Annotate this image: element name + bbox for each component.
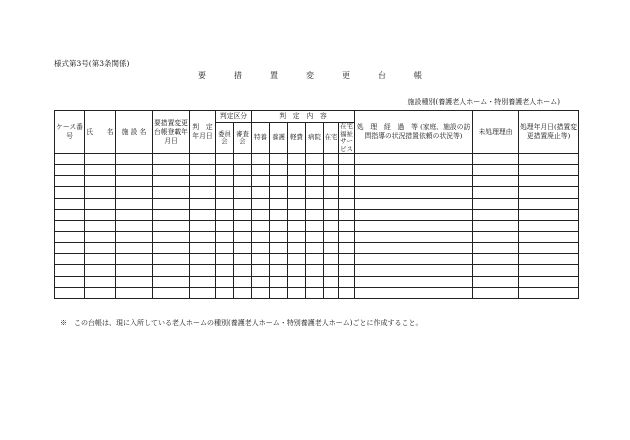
header-name: 氏 名 — [85, 111, 116, 154]
table-cell — [324, 209, 339, 220]
table-cell — [153, 265, 190, 276]
table-cell — [234, 198, 252, 209]
table-cell — [270, 276, 288, 287]
table-cell — [270, 187, 288, 198]
table-cell — [288, 243, 306, 254]
table-cell — [519, 198, 579, 209]
table-row — [55, 154, 579, 165]
table-cell — [216, 154, 234, 165]
table-row — [55, 254, 579, 265]
table-cell — [216, 276, 234, 287]
table-cell — [252, 198, 270, 209]
table-cell — [324, 165, 339, 176]
table-cell — [216, 187, 234, 198]
table-cell — [153, 154, 190, 165]
table-cell — [153, 254, 190, 265]
table-cell — [288, 165, 306, 176]
table-cell — [190, 243, 216, 254]
table-cell — [216, 198, 234, 209]
table-cell — [270, 243, 288, 254]
table-cell — [288, 154, 306, 165]
table-cell — [324, 220, 339, 231]
table-cell — [473, 231, 519, 242]
header-process: 処 理 経 過 等 (家庭、施設の訪問指導の状況措置依頼の状況等) — [355, 111, 473, 154]
table-cell — [116, 209, 153, 220]
table-cell — [339, 198, 355, 209]
table-cell — [324, 243, 339, 254]
table-row — [55, 176, 579, 187]
table-cell — [306, 243, 324, 254]
table-cell — [252, 254, 270, 265]
table-cell — [473, 187, 519, 198]
table-cell — [234, 154, 252, 165]
table-cell — [252, 165, 270, 176]
table-cell — [473, 220, 519, 231]
table-cell — [324, 231, 339, 242]
table-cell — [324, 254, 339, 265]
table-cell — [355, 287, 473, 298]
table-cell — [306, 231, 324, 242]
table-cell — [355, 187, 473, 198]
table-cell — [116, 198, 153, 209]
table-cell — [339, 276, 355, 287]
table-row — [55, 220, 579, 231]
table-cell — [116, 243, 153, 254]
table-row — [55, 209, 579, 220]
table-cell — [234, 187, 252, 198]
table-cell — [270, 231, 288, 242]
table-cell — [519, 209, 579, 220]
table-cell — [270, 198, 288, 209]
table-cell — [153, 187, 190, 198]
table-cell — [473, 287, 519, 298]
table-cell — [55, 243, 85, 254]
table-cell — [519, 254, 579, 265]
table-cell — [216, 243, 234, 254]
table-cell — [306, 254, 324, 265]
table-row — [55, 265, 579, 276]
table-cell — [55, 231, 85, 242]
table-cell — [190, 265, 216, 276]
table-cell — [324, 176, 339, 187]
table-cell — [306, 176, 324, 187]
document-title: 要 措 置 変 更 台 帳 — [198, 71, 432, 80]
table-cell — [116, 254, 153, 265]
table-cell — [153, 243, 190, 254]
table-cell — [55, 220, 85, 231]
table-cell — [324, 154, 339, 165]
table-cell — [85, 154, 116, 165]
table-cell — [234, 276, 252, 287]
table-row — [55, 287, 579, 298]
table-cell — [190, 209, 216, 220]
form-number: 様式第3号(第3条関係) — [54, 59, 130, 68]
header-home: 在宅 — [324, 123, 339, 154]
table-cell — [324, 187, 339, 198]
table-cell — [473, 243, 519, 254]
table-cell — [190, 231, 216, 242]
table-cell — [288, 265, 306, 276]
table-cell — [55, 276, 85, 287]
header-facility-name: 施 設 名 — [116, 111, 153, 154]
table-cell — [116, 176, 153, 187]
table-cell — [190, 154, 216, 165]
table-cell — [85, 187, 116, 198]
table-cell — [252, 209, 270, 220]
header-case-no: ケース番 号 — [55, 111, 85, 154]
table-cell — [116, 287, 153, 298]
header-committee: 委員会 — [216, 123, 234, 154]
table-cell — [339, 209, 355, 220]
table-cell — [473, 198, 519, 209]
table-cell — [288, 187, 306, 198]
table-cell — [234, 176, 252, 187]
table-cell — [306, 198, 324, 209]
table-cell — [339, 220, 355, 231]
table-cell — [473, 265, 519, 276]
table-row — [55, 187, 579, 198]
table-cell — [55, 198, 85, 209]
table-cell — [519, 154, 579, 165]
header-measure-change-date: 要措置変更台帳登載年月日 — [153, 111, 190, 154]
table-cell — [153, 276, 190, 287]
table-cell — [190, 176, 216, 187]
table-cell — [306, 287, 324, 298]
table-cell — [355, 254, 473, 265]
table-cell — [355, 165, 473, 176]
table-cell — [252, 287, 270, 298]
table-cell — [339, 176, 355, 187]
table-cell — [153, 209, 190, 220]
table-cell — [234, 254, 252, 265]
table-cell — [55, 254, 85, 265]
facility-type: 施設種別(養護老人ホーム・特別養護老人ホーム) — [407, 98, 560, 106]
header-special-nursing: 特養 — [252, 123, 270, 154]
table-cell — [190, 165, 216, 176]
table-cell — [288, 198, 306, 209]
table-cell — [519, 276, 579, 287]
table-cell — [55, 187, 85, 198]
table-cell — [324, 265, 339, 276]
table-cell — [519, 220, 579, 231]
table-cell — [519, 243, 579, 254]
table-cell — [339, 165, 355, 176]
table-cell — [85, 220, 116, 231]
table-cell — [190, 276, 216, 287]
table-cell — [306, 154, 324, 165]
table-cell — [85, 231, 116, 242]
table-cell — [116, 231, 153, 242]
table-cell — [153, 287, 190, 298]
table-cell — [339, 265, 355, 276]
table-cell — [473, 176, 519, 187]
table-cell — [153, 198, 190, 209]
table-cell — [252, 187, 270, 198]
table-cell — [55, 176, 85, 187]
table-row — [55, 231, 579, 242]
table-cell — [519, 265, 579, 276]
table-cell — [324, 287, 339, 298]
table-cell — [85, 276, 116, 287]
table-cell — [270, 220, 288, 231]
table-cell — [288, 231, 306, 242]
table-cell — [519, 231, 579, 242]
table-cell — [252, 154, 270, 165]
table-cell — [355, 243, 473, 254]
table-cell — [234, 287, 252, 298]
ledger-table — [54, 110, 579, 299]
table-cell — [355, 198, 473, 209]
table-cell — [216, 220, 234, 231]
table-row — [55, 243, 579, 254]
table-cell — [252, 231, 270, 242]
table-cell — [473, 209, 519, 220]
table-cell — [153, 220, 190, 231]
table-cell — [234, 231, 252, 242]
table-cell — [306, 276, 324, 287]
table-cell — [355, 265, 473, 276]
table-cell — [339, 187, 355, 198]
table-cell — [85, 198, 116, 209]
table-cell — [190, 254, 216, 265]
table-cell — [473, 165, 519, 176]
table-cell — [190, 187, 216, 198]
header-judgment-category: 判定区分 — [216, 111, 252, 123]
table-cell — [288, 287, 306, 298]
table-cell — [519, 187, 579, 198]
table-cell — [339, 231, 355, 242]
table-cell — [473, 276, 519, 287]
table-cell — [55, 287, 85, 298]
table-cell — [306, 165, 324, 176]
table-row — [55, 198, 579, 209]
table-cell — [324, 198, 339, 209]
header-hospital: 病院 — [306, 123, 324, 154]
header-nursing: 養護 — [270, 123, 288, 154]
table-cell — [252, 276, 270, 287]
table-row — [55, 276, 579, 287]
table-cell — [55, 165, 85, 176]
table-cell — [270, 254, 288, 265]
table-cell — [55, 209, 85, 220]
table-cell — [216, 176, 234, 187]
table-cell — [355, 276, 473, 287]
table-cell — [355, 176, 473, 187]
table-cell — [355, 209, 473, 220]
header-review-committee: 審査会 — [234, 123, 252, 154]
table-cell — [116, 276, 153, 287]
table-cell — [216, 287, 234, 298]
table-cell — [216, 231, 234, 242]
table-cell — [355, 154, 473, 165]
header-unprocessed-reason: 未処理理由 — [473, 111, 519, 154]
table-cell — [116, 165, 153, 176]
table-cell — [85, 176, 116, 187]
table-cell — [324, 276, 339, 287]
table-cell — [270, 176, 288, 187]
table-cell — [339, 243, 355, 254]
table-cell — [519, 287, 579, 298]
table-cell — [288, 209, 306, 220]
table-cell — [116, 220, 153, 231]
footnote: ※ この台帳は、現に入所している老人ホームの種別(養護老人ホーム・特別養護老人ホーム)ごとに作成すること。 — [60, 319, 423, 327]
table-cell — [116, 187, 153, 198]
table-cell — [252, 176, 270, 187]
table-cell — [190, 287, 216, 298]
table-cell — [252, 265, 270, 276]
table-cell — [190, 198, 216, 209]
table-cell — [85, 209, 116, 220]
table-cell — [473, 154, 519, 165]
table-cell — [519, 176, 579, 187]
table-cell — [85, 243, 116, 254]
table-cell — [234, 243, 252, 254]
header-home-welfare: 在宅福祉サービス — [340, 122, 353, 153]
header-judgment-content: 判 定 内 容 — [252, 111, 355, 123]
table-cell — [234, 220, 252, 231]
table-cell — [252, 243, 270, 254]
table-cell — [85, 165, 116, 176]
table-cell — [288, 220, 306, 231]
table-cell — [288, 176, 306, 187]
table-cell — [190, 220, 216, 231]
table-cell — [55, 265, 85, 276]
header-judgment-date: 判 定年月日 — [190, 111, 216, 154]
table-cell — [355, 220, 473, 231]
table-cell — [288, 254, 306, 265]
table-cell — [216, 254, 234, 265]
table-cell — [270, 154, 288, 165]
table-cell — [355, 231, 473, 242]
table-cell — [116, 265, 153, 276]
table-cell — [234, 265, 252, 276]
header-processed-date: 処理年月日(措置変更措置廃止等) — [519, 111, 579, 154]
table-cell — [306, 265, 324, 276]
table-cell — [519, 165, 579, 176]
table-cell — [288, 276, 306, 287]
table-cell — [85, 254, 116, 265]
table-cell — [306, 220, 324, 231]
table-cell — [153, 176, 190, 187]
table-cell — [270, 287, 288, 298]
header-low-cost: 軽費 — [288, 123, 306, 154]
table-cell — [306, 187, 324, 198]
table-cell — [252, 220, 270, 231]
table-cell — [306, 209, 324, 220]
table-cell — [216, 265, 234, 276]
table-row — [55, 165, 579, 176]
table-cell — [85, 287, 116, 298]
table-cell — [234, 209, 252, 220]
table-cell — [55, 154, 85, 165]
table-cell — [216, 165, 234, 176]
table-cell — [216, 209, 234, 220]
table-cell — [339, 254, 355, 265]
table-cell — [339, 154, 355, 165]
table-cell — [339, 287, 355, 298]
table-cell — [116, 154, 153, 165]
table-cell — [153, 165, 190, 176]
table-cell — [270, 209, 288, 220]
table-cell — [234, 165, 252, 176]
table-cell — [270, 165, 288, 176]
table-cell — [153, 231, 190, 242]
table-cell — [473, 254, 519, 265]
table-cell — [270, 265, 288, 276]
table-cell — [85, 265, 116, 276]
